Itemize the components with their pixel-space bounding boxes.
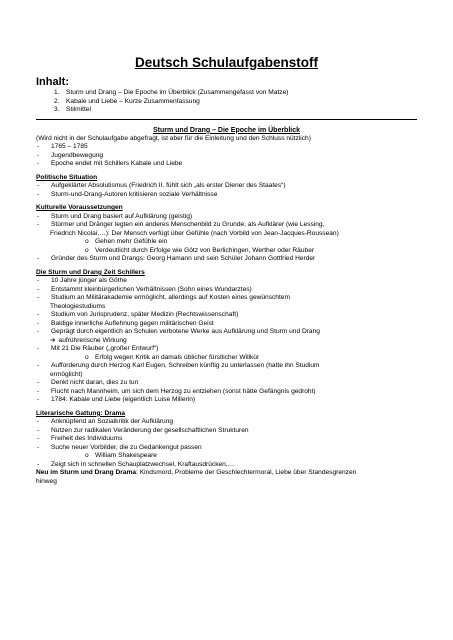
list-item: - Aufgeklärter Absolutismus (Friedrich II. fühlt sich „als erster Diener des Staates“) — [37, 182, 286, 190]
list-item: - Geprägt durch eigentlich an Schulen verbotene Werke aus Aufklärung und Sturm und Drang — [37, 328, 320, 336]
list-item: - Epoche endet mit Schillers Kabale und Liebe — [37, 160, 183, 168]
list-item-continued: ➔ aufrührerische Wirkung — [50, 336, 127, 344]
genre-heading: Literarische Gattung: Drama — [36, 409, 126, 417]
document-title: Deutsch Schulaufgabenstoff — [134, 55, 318, 70]
list-item: - Studium von Jurisprudenz, später Medizin (Rechtswissenschaft) — [37, 311, 239, 319]
new-in-drama-paragraph: Neu im Sturm und Drang Drama: Kindsmord, Probleme der Geschlechtermoral, Liebe über Standesgrenzen — [36, 469, 357, 477]
list-item: - Jugendbewegung — [37, 151, 104, 159]
list-item: - Sturm-und-Drang-Autoren kritisieren soziale Verhältnisse — [37, 190, 218, 198]
list-item: - Mit 21 Die Räuber („großer Entwurf“) — [37, 345, 159, 353]
list-item: - Freiheit des Individuums — [37, 435, 123, 443]
culture-list — [36, 213, 417, 264]
section-divider — [36, 119, 417, 120]
list-item: - Nutzen zur radikalen Veränderung der gesellschaftlichen Strukturen — [37, 426, 249, 434]
list-item: - Denkt nicht daran, dies zu tun — [37, 379, 139, 387]
list-item: - Baldige innerliche Auflehnung gegen militärischen Geist — [37, 319, 214, 327]
contents-heading: Inhalt: — [36, 76, 69, 88]
culture-heading: Kulturelle Voraussetzungen — [36, 204, 123, 212]
list-item: - Studium an Militärakademie ermöglicht, allerdings auf Kosten eines gewünschtem — [37, 294, 290, 302]
toc-item: 1. Sturm und Drang – Die Epoche im Überblick (Zusammengefasst von Matze) — [54, 89, 289, 96]
list-item: - Aufforderung durch Herzog Karl Eugen, Schreiben künftig zu unterlassen (hatte ihn Studium — [37, 362, 320, 370]
schiller-list — [36, 277, 417, 405]
list-item: - Gründer des Sturm und Drangs: Georg Hamann und sein Schüler Johann Gottfried Herder — [37, 255, 316, 263]
intro-list — [36, 143, 417, 169]
sub-list-item: o Gehen mehr Gefühle ein — [85, 238, 168, 246]
schiller-heading: Die Sturm und Drang Zeit Schillers — [36, 268, 145, 276]
sub-list-item: o Verdeutlicht durch Erfolge wie Götz von Berlichingen, Werther oder Räuber — [85, 246, 315, 254]
list-item: - Suche neuer Vorbilder, die zu Gedankengut passen — [37, 443, 202, 451]
genre-list — [36, 418, 417, 469]
toc-item: 3. Stilmittel — [54, 106, 91, 114]
list-item: - Entstammt kleinbürgerlichen Verhältnissen (Sohn eines Wundarztes) — [37, 285, 252, 293]
list-item-continued: Theologiestudiums — [50, 302, 106, 310]
list-item: - Anknüpfend an Sozialkritik der Aufklärung — [37, 418, 174, 426]
politics-heading: Politische Situation — [36, 173, 98, 181]
list-item: - 1765 – 1785 — [37, 143, 88, 151]
section-note: (Wird nicht in der Schulaufgabe abgefragt, ist aber für die Einleitung und den Schluss nützlich) — [36, 134, 311, 142]
list-item-continued: ermöglicht) — [50, 370, 83, 378]
new-in-drama-paragraph-continued: hinweg — [36, 477, 57, 485]
table-of-contents — [36, 89, 417, 115]
list-item: - Stürmer und Dränger legten ein anderes Menschenbild zu Grunde, als Aufklärer (wie Lessing, — [37, 221, 325, 229]
arrow-icon: ➔ — [50, 336, 56, 344]
list-item-continued: Friedrich Nicolai,…): Der Mensch verfügt über Gefühle (nach Vorbild von Jean-Jacques-Roussean) — [50, 229, 339, 237]
list-item: - Zeigt sich in schnellen Schauplatzwechsel, Kraftausdrücken,… — [37, 460, 235, 468]
sub-list-item: o William Shakespeare — [85, 452, 157, 460]
list-item: - Sturm und Drang basiert auf Aufklärung (geistig) — [37, 212, 193, 220]
sub-list-item: o Erfolg wegen Kritik an damals üblicher fürstlicher Willkür — [85, 353, 260, 361]
politics-list — [36, 182, 417, 199]
list-item: - 10 Jahre jünger als Göthe — [37, 277, 127, 285]
section-title: Sturm und Drang – Die Epoche im Überblick — [152, 126, 301, 134]
toc-item: 2. Kabale und Liebe – Kurze Zusammenfassung — [54, 97, 200, 105]
list-item: - Flucht nach Mannheim, um sich dem Herzog zu entziehen (sonst hätte Gefängnis gedroht) — [37, 387, 316, 395]
list-item: - 1784: Kabale und Liebe (eigentlich Luise Millerin) — [37, 396, 196, 404]
